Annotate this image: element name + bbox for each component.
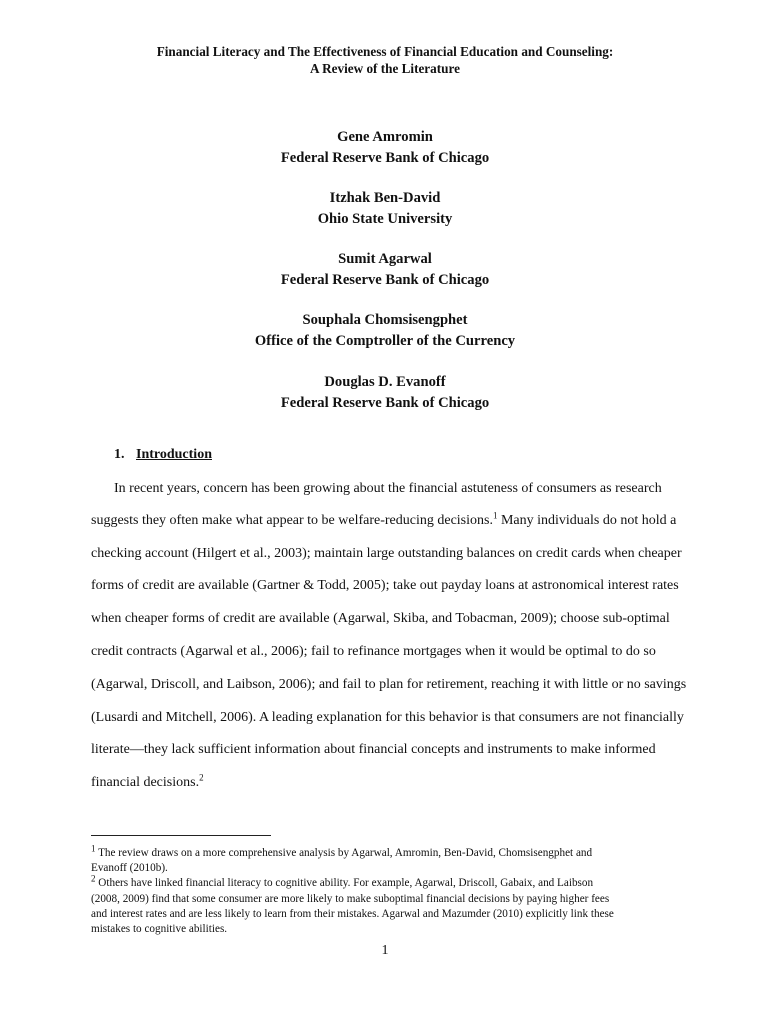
body-line: forms of credit are available (Gartner & Todd, 2005); take out payday loans at astronomical interest rates — [91, 578, 679, 593]
footnote-2 — [91, 873, 594, 890]
author-name: Itzhak Ben-David — [329, 190, 441, 206]
body-text: suggests they often make what appear to be welfare-reducing decisions. — [91, 513, 493, 528]
footnote-mark: 1 — [91, 843, 96, 854]
footnote-1 — [91, 843, 593, 860]
author-affiliation: Office of the Comptroller of the Currency — [254, 333, 516, 349]
body-line: credit contracts (Agarwal et al., 2006); fail to refinance mortgages when it would be optimal to do so — [91, 644, 656, 659]
footnote-2-cont: mistakes to cognitive abilities. — [91, 923, 228, 935]
footnote-1-cont: Evanoff (2010b). — [91, 862, 168, 874]
paper-title-line1: Financial Literacy and The Effectiveness of Financial Education and Counseling: — [156, 44, 614, 59]
body-line: (Agarwal, Driscoll, and Laibson, 2006); and fail to plan for retirement, reaching it with little or no savings — [91, 677, 687, 692]
page-number: 1 — [381, 943, 389, 958]
body-line: In recent years, concern has been growing about the financial astuteness of consumers as research — [114, 481, 662, 496]
section-heading — [114, 447, 212, 463]
footnote-2-cont: and interest rates and are less likely to learn from their mistakes. Agarwal and Mazumder (2010) explicitly link these — [91, 908, 614, 920]
body-line — [91, 512, 676, 530]
paper-title-line2: A Review of the Literature — [310, 61, 460, 76]
author-name: Souphala Chomsisengphet — [302, 312, 468, 328]
body-line: (Lusardi and Mitchell, 2006). A leading explanation for this behavior is that consumers are not financially — [91, 710, 684, 725]
author-name: Douglas D. Evanoff — [324, 374, 446, 390]
body-line — [91, 774, 204, 792]
body-line: when cheaper forms of credit are available (Agarwal, Skiba, and Tobacman, 2009); choose sub-optimal — [91, 611, 670, 626]
footnote-mark: 2 — [91, 873, 96, 884]
footnote-ref: 1 — [492, 510, 498, 521]
body-text: financial decisions. — [91, 775, 200, 790]
section-title: Introduction — [136, 447, 212, 462]
author-affiliation: Federal Reserve Bank of Chicago — [280, 395, 490, 411]
body-text: Many individuals do not hold a — [497, 513, 677, 528]
section-number: 1. — [114, 447, 125, 462]
footnote-text: Others have linked financial literacy to cognitive ability. For example, Agarwal, Driscoll, Gabaix, and Laibson — [95, 877, 594, 889]
footnote-divider — [91, 835, 271, 836]
footnote-2-cont: (2008, 2009) find that some consumer are more likely to make suboptimal financial decisions by paying higher fees — [91, 893, 610, 905]
author-name: Sumit Agarwal — [338, 251, 432, 267]
author-affiliation: Federal Reserve Bank of Chicago — [280, 150, 490, 166]
footnote-text: The review draws on a more comprehensive analysis by Agarwal, Amromin, Ben-David, Chomsisengphet and — [95, 847, 593, 859]
body-line: checking account (Hilgert et al., 2003); maintain large outstanding balances on credit cards when cheaper — [91, 546, 682, 561]
body-line: literate—they lack sufficient information about financial concepts and instruments to make informed — [91, 742, 656, 757]
author-affiliation: Federal Reserve Bank of Chicago — [280, 272, 490, 288]
author-name: Gene Amromin — [337, 129, 433, 145]
author-affiliation: Ohio State University — [317, 211, 453, 227]
footnote-ref: 2 — [199, 772, 204, 783]
